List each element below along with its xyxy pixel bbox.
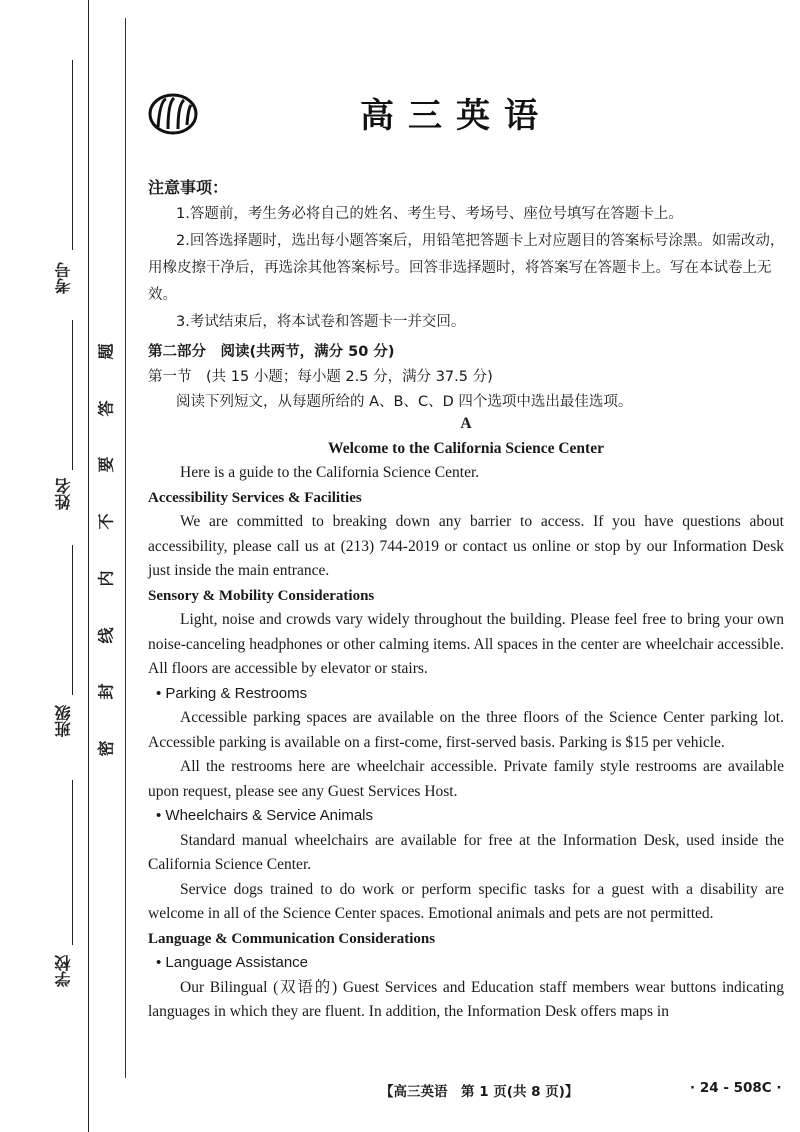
seal-char: 不 xyxy=(96,513,116,530)
school-line xyxy=(72,780,73,945)
note-item: 2.回答选择题时，选出每小题答案后，用铅笔把答题卡上对应题目的答案标号涂黑。如需改动，用橡皮擦干净后，再选涂其他答案标号。回答非选择题时，将答案写在答题卡上。写在本试卷上无效。 xyxy=(148,233,785,303)
subheading: Accessibility Services & Facilities xyxy=(148,489,362,506)
paragraph: Standard manual wheelchairs are available for free at the Information Desk, used inside the California Science Center. xyxy=(148,831,784,873)
page-title: 高三英语 xyxy=(360,96,552,136)
note-item: 3.考试结束后，将本试卷和答题卡一并交回。 xyxy=(176,314,466,330)
instruction: 阅读下列短文，从每题所给的 A、B、C、D 四个选项中选出最佳选项。 xyxy=(176,394,633,410)
part-heading: 第二部分 阅读(共两节，满分 50 分) xyxy=(148,344,395,360)
exam-number-label: 考号 xyxy=(54,262,73,294)
seal-char: 线 xyxy=(96,627,116,644)
seal-char: 答 xyxy=(96,400,116,417)
seal-char: 密 xyxy=(96,740,116,757)
seal-line-text xyxy=(90,340,120,760)
subheading: Sensory & Mobility Considerations xyxy=(148,587,375,604)
binding-rule xyxy=(88,0,89,1132)
bullet-heading: • Wheelchairs & Service Animals xyxy=(156,807,373,824)
seal-char: 封 xyxy=(96,683,116,700)
name-label: 姓名 xyxy=(54,478,73,510)
section-heading: 第一节 (共 15 小题；每小题 2.5 分，满分 37.5 分) xyxy=(148,369,493,385)
notes-title: 注意事项： xyxy=(148,178,229,197)
paragraph: Here is a guide to the California Science Center. xyxy=(180,464,480,481)
paragraph: Accessible parking spaces are available on the three floors of the Science Center parking lot. Accessible parking is available on a first-come, first-served basis. Parking is $15 per vehicle. xyxy=(148,709,784,751)
passage xyxy=(148,412,784,1025)
page-footer: 【高三英语 第 1 页(共 8 页)】 xyxy=(380,1084,579,1100)
paragraph: Light, noise and crowds vary widely throughout the building. Please feel free to bring your own noise-canceling headphones or other calming items. All spaces in the center are wheelchair accessible. All floors are accessible by elevator or stairs. xyxy=(148,611,784,677)
note-item: 1.答题前，考生务必将自己的姓名、考生号、考场号、座位号填写在答题卡上。 xyxy=(176,206,683,222)
subheading: Language & Communication Considerations xyxy=(148,930,436,947)
exam-number-line xyxy=(72,60,73,250)
notes-section xyxy=(148,174,788,336)
school-label: 学校 xyxy=(54,955,73,987)
bullet-heading: • Parking & Restrooms xyxy=(156,684,308,702)
name-line xyxy=(72,320,73,470)
part-header xyxy=(148,340,788,415)
paragraph: We are committed to breaking down any barrier to access. If you have questions about accessibility, please call us at (213) 744-2019 or contact us online or stop by our Information Desk just inside the main entrance. xyxy=(148,513,784,579)
class-label: 班级 xyxy=(54,705,73,737)
passage-letter: A xyxy=(460,415,472,432)
class-line xyxy=(72,545,73,695)
paragraph: Our Bilingual (双语的) Guest Services and Education staff members wear buttons indicating languages in which they are fluent. In addition, the Information Desk offers maps in xyxy=(148,978,784,1020)
bullet-heading: • Language Assistance xyxy=(156,954,309,971)
paragraph: All the restrooms here are wheelchair accessible. Private family style restrooms are available upon request, please see any Guest Services Host. xyxy=(148,758,784,800)
seal-char: 内 xyxy=(96,570,116,587)
exam-code: · 24 - 508C · xyxy=(690,1080,782,1096)
seal-rule xyxy=(125,18,126,1078)
seal-char: 要 xyxy=(96,456,116,473)
publisher-logo-icon xyxy=(148,93,198,135)
passage-title: Welcome to the California Science Center xyxy=(328,439,604,457)
seal-char: 题 xyxy=(96,343,116,360)
paragraph: Service dogs trained to do work or perform specific tasks for a guest with a disability are welcome in all of the Science Center spaces. Emotional animals and pets are not permitted. xyxy=(148,880,784,922)
